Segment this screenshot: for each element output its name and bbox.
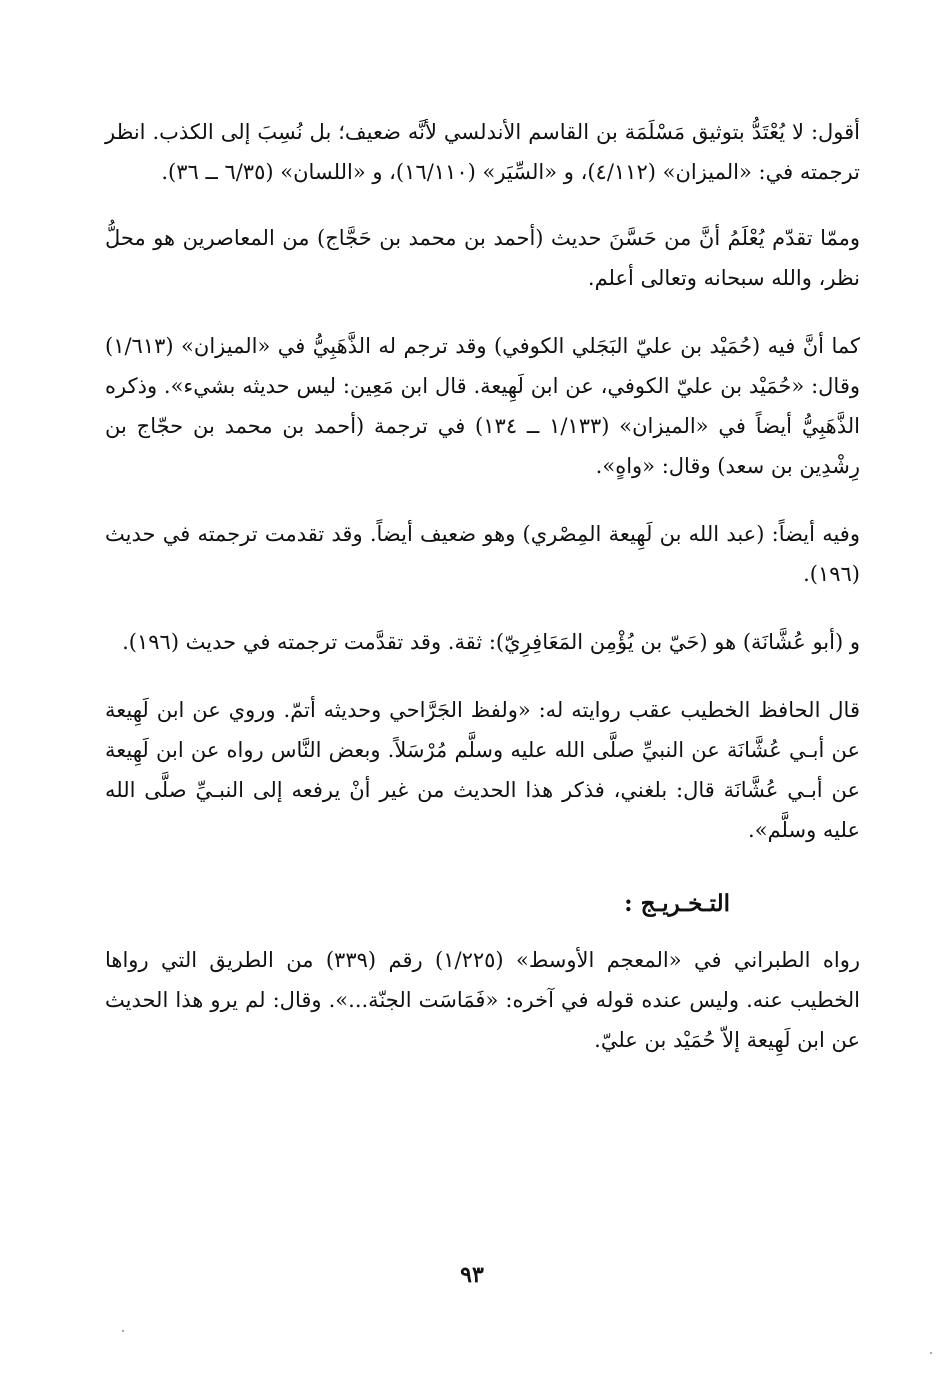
paragraph-2: وممّا تقدّم يُعْلَمُ أنَّ من حَسَّنَ حديث (أحمد بن محمد بن حَجَّاج) من المعاصرين هو محلُّ نظر، والله سبحانه وتعالى أعلم. xyxy=(105,226,860,290)
paragraph-4: وفيه أيضاً: (عبد الله بن لَهِيعة المِصْري) وهو ضعيف أيضاً. وقد تقدمت ترجمته في حديث (١٩٦). xyxy=(105,522,860,586)
page-body xyxy=(105,112,860,1060)
scan-speck xyxy=(122,1330,124,1332)
page-number: ٩٣ xyxy=(460,1262,484,1288)
section-heading-takhrij: التـخـريـج : xyxy=(624,890,730,917)
paragraph-1: أقول: لا يُعْتَدُّ بتوثيق مَسْلَمَة بن القاسم الأندلسي لأنَّه ضعيف؛ بل نُسِبَ إلى الكذب. انظر ترجمته في: «الميزان» (٤/١١٢)، و «السِّيَر» (١٦/١١٠)، و «اللسان» (٦/٣٥ ــ ٣٦). xyxy=(105,120,860,184)
paragraph-5: و (أبو عُشَّانَة) هو (حَيّ بن يُؤْمِن المَعَافِرِيّ): ثقة. وقد تقدَّمت ترجمته في حديث (١٩٦). xyxy=(122,630,860,654)
paragraph-6: قال الحافظ الخطيب عقب روايته له: «ولفظ الجَرَّاحي وحديثه أتمّ. وروي عن ابن لَهِيعة عن أبـي عُشَّانَة عن النبيِّ صلَّى الله عليه وسلَّم مُرْسَلاً. وبعض النَّاس رواه عن ابن لَهِيعة عن أبـي عُشَّانَة قال: بلغني، فذكر هذا الحديث من غير أنْ يرفعه إلى النبـيِّ صلَّى الله عليه وسلَّم». xyxy=(105,698,861,842)
paragraph-takhrij: رواه الطبراني في «المعجم الأوسط» (١/٢٢٥) رقم (٣٣٩) من الطريق التي رواها الخطيب عنه. وليس عنده قوله في آخره: «فَمَاسَت الجنّة...». وقال: لم يرو هذا الحديث عن ابن لَهِيعة إلاّ حُمَيْد بن عليّ. xyxy=(105,948,860,1052)
scan-speck xyxy=(930,1352,932,1354)
paragraph-3: كما أنَّ فيه (حُمَيْد بن عليّ البَجَلي الكوفي) وقد ترجم له الذَّهَبِيُّ في «الميزان» (١/٦١٣) وقال: «حُمَيْد بن عليّ الكوفي، عن ابن لَهِيعة. قال ابن مَعِين: ليس حديثه بشيء». وذكره الذَّهَبِيُّ أيضاً في «الميزان» (١/١٣٣ ــ ١٣٤) في ترجمة (أحمد بن محمد بن حجّاج بن رِشْدِين بن سعد) وقال: «واهٍ». xyxy=(105,334,860,478)
